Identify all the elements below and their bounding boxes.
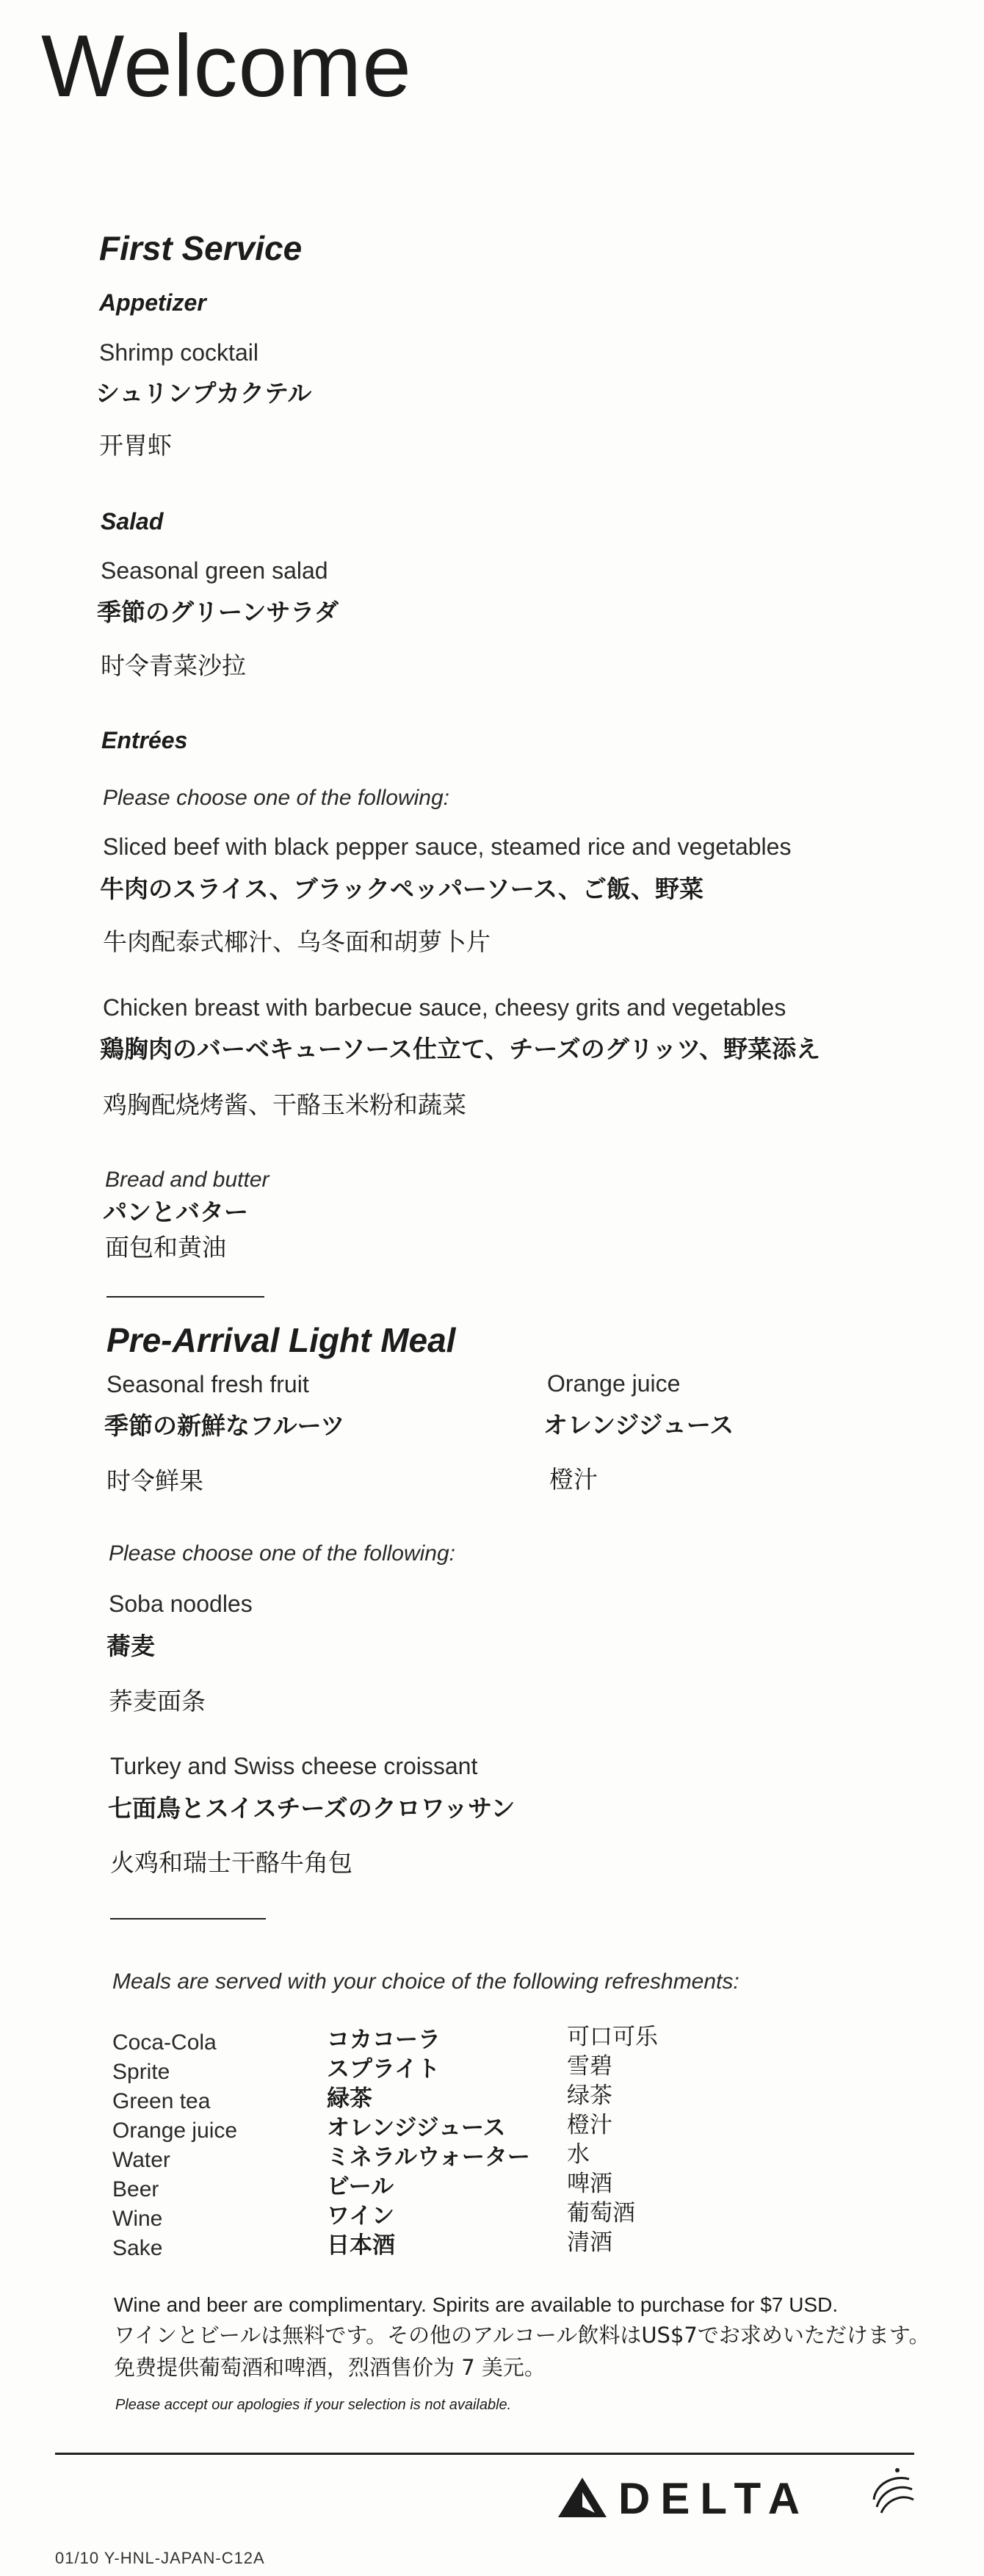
- appetizer-label: Appetizer: [99, 289, 206, 316]
- list-item: 緑茶: [327, 2085, 372, 2112]
- delta-brand: DELTA: [618, 2474, 811, 2523]
- list-item: ビール: [327, 2174, 394, 2200]
- alcohol-note-en: Wine and beer are complimentary. Spirits are available to purchase for $7 USD.: [114, 2293, 839, 2316]
- appetizer-ja: シュリンプカクテル: [95, 379, 312, 408]
- list-item: 日本酒: [327, 2232, 395, 2259]
- list-item: スプライト: [327, 2056, 441, 2083]
- croissant-zh: 火鸡和瑞士干酪牛角包: [110, 1848, 352, 1877]
- croissant-en: Turkey and Swiss cheese croissant: [110, 1753, 478, 1779]
- divider: [110, 1918, 266, 1920]
- appetizer-en: Shrimp cocktail: [99, 339, 258, 366]
- list-item: 葡萄酒: [567, 2200, 635, 2226]
- list-item: 水: [567, 2141, 590, 2168]
- list-item: 雪碧: [567, 2053, 612, 2080]
- menu-code: 01/10 Y-HNL-JAPAN-C12A: [55, 2549, 265, 2567]
- list-item: ミネラルウォーター: [327, 2144, 530, 2171]
- alcohol-note-ja: ワインとビールは無料です。その他のアルコール飲料はUS$7でお求めいただけます。: [114, 2323, 930, 2348]
- entree-2-en: Chicken breast with barbecue sauce, cheesy grits and vegetables: [103, 994, 786, 1021]
- croissant-ja: 七面鳥とスイスチーズのクロワッサン: [108, 1794, 515, 1823]
- alcohol-note-zh: 免费提供葡萄酒和啤酒，烈酒售价为 7 美元。: [114, 2355, 546, 2380]
- footer-rule: [55, 2453, 914, 2455]
- fruit-zh: 时令鲜果: [106, 1466, 203, 1495]
- first-service-heading: First Service: [99, 229, 303, 267]
- list-item: 啤酒: [567, 2171, 612, 2197]
- soba-zh: 荞麦面条: [109, 1687, 206, 1715]
- entree-1-ja: 牛肉のスライス、ブラックペッパーソース、ご飯、野菜: [100, 875, 704, 903]
- drinks-zh-list: [567, 2022, 658, 2257]
- salad-zh: 时令青菜沙拉: [101, 651, 246, 680]
- entrees-label: Entrées: [101, 727, 188, 753]
- salad-label: Salad: [101, 508, 164, 535]
- list-item: 可口可乐: [567, 2024, 658, 2050]
- appetizer-zh: 开胃虾: [99, 431, 172, 460]
- list-item: ワイン: [327, 2203, 395, 2229]
- soba-en: Soba noodles: [109, 1591, 253, 1617]
- entree-1-zh: 牛肉配泰式椰汁、乌冬面和胡萝卜片: [103, 927, 491, 956]
- entree-2-ja: 鶏胸肉のバーベキューソース仕立て、チーズのグリッツ、野菜添え: [100, 1035, 821, 1063]
- apology-note: Please accept our apologies if your selection is not available.: [115, 2397, 512, 2413]
- divider: [106, 1296, 264, 1298]
- list-item: Sprite: [112, 2060, 170, 2084]
- list-item: Wine: [112, 2207, 163, 2231]
- list-item: 橙汁: [567, 2112, 612, 2138]
- drinks-ja-list: [327, 2025, 530, 2260]
- list-item: Sake: [112, 2236, 163, 2260]
- bread-zh: 面包和黄油: [105, 1233, 226, 1262]
- salad-ja: 季節のグリーンサラダ: [97, 598, 339, 626]
- list-item: 绿茶: [567, 2083, 612, 2109]
- pre-arrival-heading: Pre-Arrival Light Meal: [106, 1321, 456, 1359]
- delta-widget-logo-icon: [557, 2476, 608, 2519]
- bread-ja: パンとバター: [103, 1198, 248, 1226]
- bread-en: Bread and butter: [105, 1168, 269, 1192]
- soba-ja: 蕎麦: [106, 1632, 155, 1660]
- skyteam-globe-icon: [865, 2461, 916, 2520]
- list-item: Green tea: [112, 2089, 211, 2113]
- entree-1-en: Sliced beef with black pepper sauce, steamed rice and vegetables: [103, 833, 792, 860]
- list-item: Orange juice: [112, 2119, 238, 2143]
- entree-2-zh: 鸡胸配烧烤酱、干酪玉米粉和蔬菜: [103, 1090, 466, 1119]
- juice-zh: 橙汁: [549, 1465, 598, 1494]
- list-item: Beer: [112, 2177, 159, 2201]
- juice-en: Orange juice: [547, 1370, 681, 1397]
- drinks-en-list: [112, 2028, 237, 2263]
- fruit-en: Seasonal fresh fruit: [106, 1371, 309, 1397]
- pre-arrival-instruction: Please choose one of the following:: [109, 1541, 455, 1566]
- juice-ja: オレンジジュース: [543, 1411, 734, 1439]
- refreshments-intro: Meals are served with your choice of the following refreshments:: [112, 1969, 739, 1994]
- entrees-instruction: Please choose one of the following:: [103, 786, 449, 810]
- list-item: 清酒: [567, 2229, 612, 2256]
- list-item: オレンジジュース: [327, 2115, 506, 2141]
- salad-en: Seasonal green salad: [101, 557, 328, 584]
- list-item: Coca-Cola: [112, 2030, 217, 2055]
- page-title: Welcome: [41, 17, 412, 115]
- list-item: Water: [112, 2148, 170, 2172]
- list-item: コカコーラ: [327, 2027, 441, 2053]
- fruit-ja: 季節の新鮮なフルーツ: [104, 1411, 345, 1440]
